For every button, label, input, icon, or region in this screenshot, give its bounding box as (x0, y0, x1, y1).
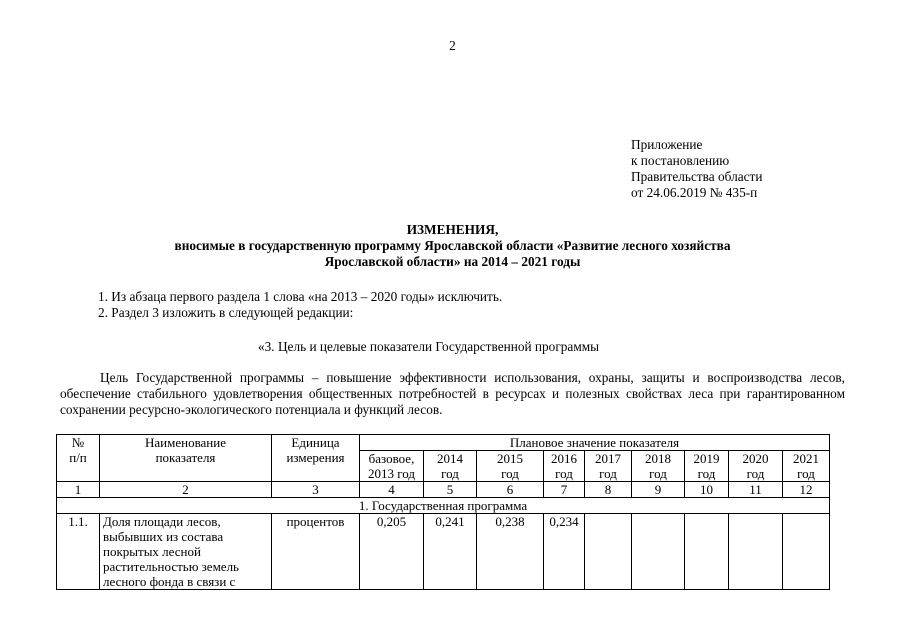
header-text: 2017 (595, 451, 621, 466)
row-value: 0,205 (360, 514, 424, 590)
header-text: базовое, (368, 451, 415, 466)
row-value: 0,238 (477, 514, 544, 590)
row-name-line: растительностью земель (103, 559, 239, 574)
header-text: п/п (69, 450, 87, 465)
header-text: 2019 (693, 451, 720, 466)
section-row-label: 1. Государственная программа (57, 498, 830, 514)
column-number: 3 (272, 482, 360, 498)
row-name-line: покрытых лесной (103, 544, 201, 559)
header-name (100, 435, 272, 482)
header-text: год (797, 466, 815, 481)
header-text: № (71, 435, 85, 450)
header-unit (272, 435, 360, 482)
header-text: 2016 (551, 451, 577, 466)
header-year (729, 451, 783, 482)
header-year (544, 451, 585, 482)
column-number: 2 (100, 482, 272, 498)
row-name (100, 514, 272, 590)
appendix-date-line: от 24.06.2019 № 435-п (631, 185, 758, 200)
appendix-block (631, 137, 762, 201)
document-title: ИЗМЕНЕНИЯ, (406, 222, 499, 237)
amendment-items (98, 289, 502, 321)
row-name-line: Доля площади лесов, (103, 514, 221, 529)
header-text: Единица (291, 435, 340, 450)
header-num (57, 435, 100, 482)
header-year (585, 451, 632, 482)
section-row (57, 498, 830, 514)
amendment-item: 1. Из абзаца первого раздела 1 слова «на 2013 – 2020 годы» исключить. (98, 289, 503, 304)
column-number: 9 (632, 482, 685, 498)
section-title: «3. Цель и целевые показатели Государственной программы (258, 339, 600, 354)
header-text: год (501, 466, 519, 481)
header-text: Наименование (145, 435, 226, 450)
row-unit: процентов (272, 514, 360, 590)
row-value (729, 514, 783, 590)
header-text: 2013 год (368, 466, 415, 481)
table-row (57, 514, 830, 590)
row-value: 0,234 (544, 514, 585, 590)
header-text: год (649, 466, 667, 481)
header-text: 2015 (497, 451, 523, 466)
header-year (685, 451, 729, 482)
page-number: 2 (449, 38, 456, 53)
column-number-row (57, 482, 830, 498)
header-text: 2014 (437, 451, 463, 466)
row-num: 1.1. (57, 514, 100, 590)
goal-paragraph: Цель Государственной программы – повышение эффективности использования, охраны, защиты и воспроизводства лесов, обеспечение стабильного удовлетворения общественных потребностей в ресурсах и полезных свойствах леса при гарантированном сохранении ресурсно-экологического потенциала и функций лесов. (60, 370, 845, 417)
appendix-line: к постановлению (631, 153, 730, 168)
column-number: 7 (544, 482, 585, 498)
row-value (685, 514, 729, 590)
header-year (632, 451, 685, 482)
header-text: 2018 (645, 451, 671, 466)
header-text: год (697, 466, 716, 481)
row-value (783, 514, 830, 590)
amendment-item: 2. Раздел 3 изложить в следующей редакции: (98, 305, 354, 320)
header-year (477, 451, 544, 482)
header-text: год (555, 466, 573, 481)
column-number: 11 (729, 482, 783, 498)
appendix-line: Приложение (631, 137, 703, 152)
header-text: 2021 (793, 451, 819, 466)
indicators-table (56, 434, 830, 590)
header-text: измерения (286, 450, 345, 465)
table-header-row (57, 435, 830, 451)
header-text: год (441, 466, 459, 481)
header-text: год (746, 466, 765, 481)
row-value (632, 514, 685, 590)
document-subtitle-line: Ярославской области» на 2014 – 2021 годы (324, 254, 581, 269)
header-year (360, 451, 424, 482)
column-number: 6 (477, 482, 544, 498)
header-year (783, 451, 830, 482)
column-number: 5 (424, 482, 477, 498)
column-number: 1 (57, 482, 100, 498)
document-heading (60, 222, 845, 270)
column-number: 8 (585, 482, 632, 498)
row-name-line: лесного фонда в связи с (103, 574, 236, 589)
column-number: 12 (783, 482, 830, 498)
appendix-line: Правительства области (631, 169, 763, 184)
column-number: 10 (685, 482, 729, 498)
header-text: показателя (155, 450, 216, 465)
column-number: 4 (360, 482, 424, 498)
document-subtitle-line: вносимые в государственную программу Ярославской области «Развитие лесного хозяйства (174, 238, 731, 253)
row-value: 0,241 (424, 514, 477, 590)
row-value (585, 514, 632, 590)
header-plan: Плановое значение показателя (360, 435, 830, 451)
header-year (424, 451, 477, 482)
row-name-line: выбывших из состава (103, 529, 224, 544)
header-text: 2020 (742, 451, 769, 466)
header-text: год (599, 466, 617, 481)
